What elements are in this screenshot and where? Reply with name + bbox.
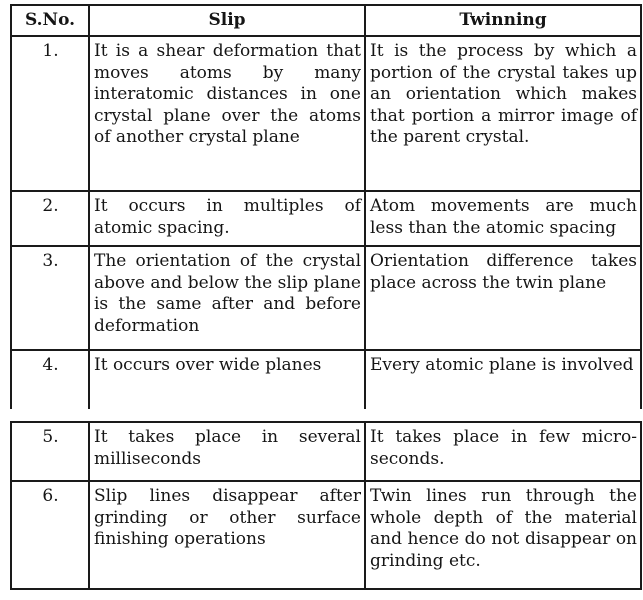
row-number: 1. (11, 36, 89, 191)
comparison-table-part-1 (10, 4, 642, 413)
row-number: 5. (11, 422, 89, 481)
slip-cell: It occurs over wide planes (89, 350, 365, 412)
row-number: 6. (11, 481, 89, 589)
header-slip: Slip (89, 5, 365, 36)
comparison-table-part-2 (10, 421, 642, 590)
table-row (11, 36, 641, 191)
table-row (11, 246, 641, 350)
table-row (11, 422, 641, 481)
slip-cell: It occurs in multiples of atomic spacing. (89, 191, 365, 246)
slip-cell: It takes place in several milliseconds (89, 422, 365, 481)
row-number: 4. (11, 350, 89, 412)
slip-cell: It is a shear deformation that moves atoms by many interatomic distances in one crystal plane over the atoms of another crystal plane (89, 36, 365, 191)
twinning-cell: Orientation difference takes place across the twin plane (365, 246, 641, 350)
header-row (11, 5, 641, 36)
header-twinning: Twinning (365, 5, 641, 36)
table-row (11, 350, 641, 412)
slip-cell: The orientation of the crystal above and below the slip plane is the same after and before deformation (89, 246, 365, 350)
twinning-cell: Every atomic plane is involved (365, 350, 641, 412)
row-number: 2. (11, 191, 89, 246)
page-break-gap (0, 409, 643, 421)
twinning-cell: Atom movements are much less than the atomic spacing (365, 191, 641, 246)
twinning-cell: Twin lines run through the whole depth of the material and hence do not disappear on grinding etc. (365, 481, 641, 589)
table-row (11, 481, 641, 589)
twinning-cell: It is the process by which a portion of the crystal takes up an orientation which makes that portion a mirror image of the parent crystal. (365, 36, 641, 191)
table-row (11, 191, 641, 246)
header-sno: S.No. (11, 5, 89, 36)
row-number: 3. (11, 246, 89, 350)
twinning-cell: It takes place in few micro-seconds. (365, 422, 641, 481)
slip-cell: Slip lines disappear after grinding or other surface finishing operations (89, 481, 365, 589)
